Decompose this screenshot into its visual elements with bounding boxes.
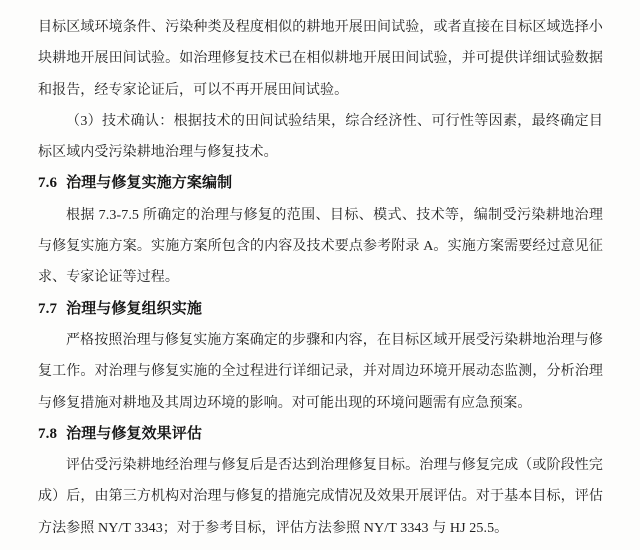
- section-number: 7.7: [38, 300, 58, 317]
- paragraph-organization-implementation: 严格按照治理与修复实施方案确定的步骤和内容，在目标区域开展受污染耕地治理与修复工作。对治理与修复实施的全过程进行详细记录，并对周边环境开展动态监测，分析治理与修复措施对耕地及其周边环境的影响。对可能出现的环境问题需有应急预案。: [38, 332, 603, 411]
- section-number: 7.8: [38, 425, 58, 442]
- section-heading-7-8: [38, 419, 603, 450]
- section-number: 7.6: [38, 175, 58, 192]
- section-heading-7-6: [38, 168, 603, 199]
- section-heading-7-7: [38, 294, 603, 325]
- paragraph-technology-confirmation: （3）技术确认：根据技术的田间试验结果，综合经济性、可行性等因素，最终确定目标区域内受污染耕地治理与修复技术。: [38, 113, 603, 161]
- paragraph-field-trial-continuation: 目标区域环境条件、污染种类及程度相似的耕地开展田间试验，或者直接在目标区域选择小块耕地开展田间试验。如治理修复技术已在相似耕地开展田间试验，并可提供详细试验数据和报告，经专家论证后，可以不再开展田间试验。: [38, 20, 603, 98]
- section-title: 治理与修复组织实施: [66, 300, 202, 317]
- section-title: 治理与修复效果评估: [66, 425, 202, 442]
- section-title: 治理与修复实施方案编制: [66, 175, 233, 192]
- paragraph-effect-evaluation: 评估受污染耕地经治理与修复后是否达到治理修复目标。治理与修复完成（或阶段性完成）后，由第三方机构对治理与修复的措施完成情况及效果开展评估。对于基本目标，评估方法参照 NY/T 3343；对于参考目标，评估方法参照 NY/T 3343 与 HJ 25.5。: [38, 458, 603, 536]
- paragraph-implementation-plan: 根据 7.3-7.5 所确定的治理与修复的范围、目标、模式、技术等，编制受污染耕地治理与修复实施方案。实施方案所包含的内容及技术要点参考附录 A。实施方案需要经过意见征求、专家论证等过程。: [38, 207, 603, 286]
